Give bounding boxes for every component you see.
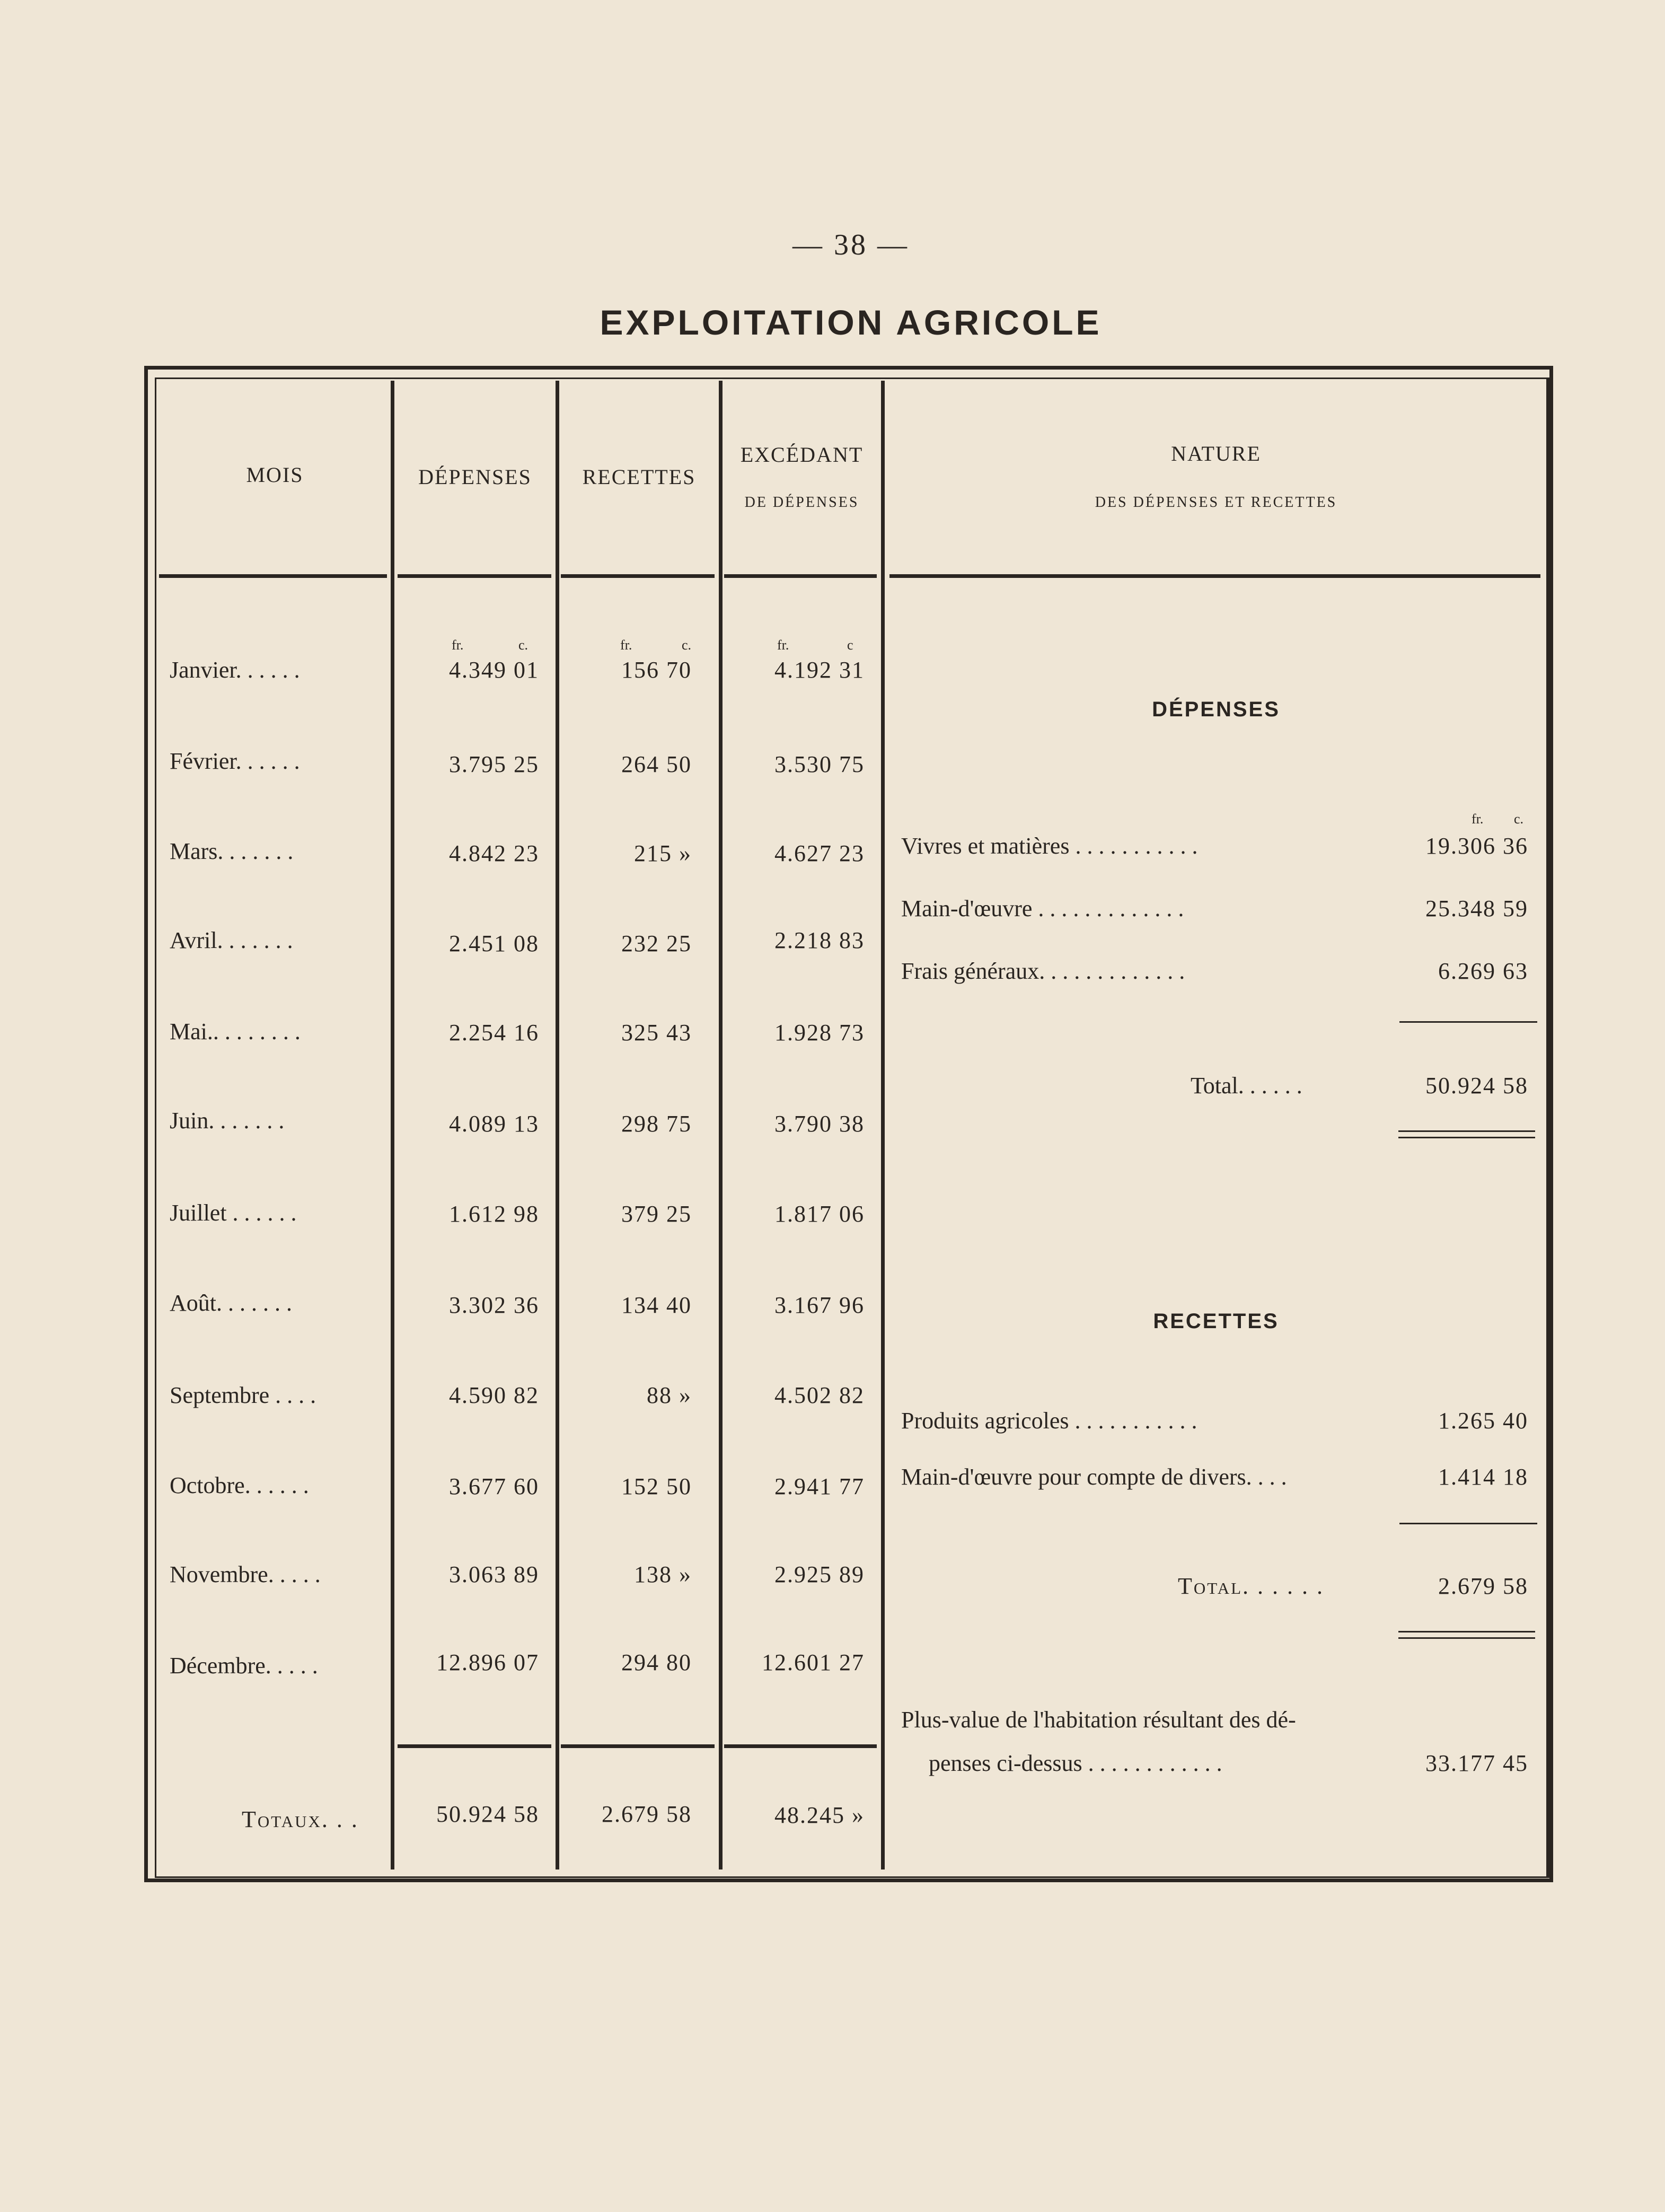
recette-item-value: 1.414 18: [1438, 1464, 1528, 1490]
totals-label: Totaux. . .: [242, 1806, 359, 1832]
depenses-value: 3.063 89: [449, 1561, 539, 1587]
header-depenses: DÉPENSES: [418, 465, 532, 489]
recettes-value: 325 43: [621, 1020, 692, 1046]
depenses-value: 3.677 60: [449, 1473, 539, 1499]
depense-item-value: 25.348 59: [1425, 896, 1528, 921]
recettes-value: 134 40: [621, 1292, 692, 1318]
recettes-value: 294 80: [621, 1649, 692, 1675]
recette-item-value: 1.265 40: [1438, 1408, 1528, 1434]
depense-item-label: Vivres et matières . . . . . . . . . . .: [901, 833, 1198, 859]
unit-fr: fr.: [777, 637, 789, 653]
depense-item-value: 19.306 36: [1425, 833, 1528, 859]
header-rule: [889, 574, 1540, 578]
depenses-value: 4.089 13: [449, 1111, 539, 1137]
header-rule: [159, 574, 387, 578]
unit-fr: fr.: [620, 637, 632, 653]
header-rule: [724, 574, 877, 578]
unit-fr: fr.: [452, 637, 464, 653]
header-nature: NATURE: [1171, 442, 1261, 466]
header-rule: [561, 574, 715, 578]
recettes-value: 138 »: [634, 1561, 692, 1587]
month-label: Mars. . . . . . .: [170, 838, 294, 864]
month-label: Septembre . . . .: [170, 1382, 316, 1408]
recettes-value: 232 25: [621, 931, 692, 956]
total-double-rule: [1398, 1130, 1535, 1132]
recettes-value: 264 50: [621, 751, 692, 777]
header-rule: [398, 574, 551, 578]
depenses-value: 12.896 07: [436, 1649, 539, 1675]
excedant-value: 4.502 82: [774, 1382, 865, 1408]
depense-item-value: 6.269 63: [1438, 958, 1528, 984]
excedant-value: 3.530 75: [774, 751, 865, 777]
month-label: Mai.. . . . . . . .: [170, 1019, 301, 1044]
depenses-value: 2.254 16: [449, 1020, 539, 1046]
excedant-value: 2.941 77: [774, 1473, 865, 1499]
recettes-value: 156 70: [621, 657, 692, 683]
depense-item-label: Frais généraux. . . . . . . . . . . . .: [901, 958, 1185, 984]
subtotal-rule: [1399, 1021, 1537, 1023]
depenses-value: 1.612 98: [449, 1201, 539, 1227]
recettes-value: 215 »: [634, 840, 692, 866]
excedant-value: 3.167 96: [774, 1292, 865, 1318]
depenses-value: 4.842 23: [449, 840, 539, 866]
depenses-value: 3.795 25: [449, 751, 539, 777]
excedant-value: 4.627 23: [774, 840, 865, 866]
recette-item-label: Produits agricoles . . . . . . . . . . .: [901, 1408, 1197, 1434]
unit-c: c: [847, 637, 853, 653]
header-excedant: EXCÉDANT: [740, 443, 864, 467]
month-label: Février. . . . . .: [170, 748, 300, 774]
recettes-value: 298 75: [621, 1111, 692, 1137]
header-recettes: RECETTES: [582, 465, 696, 489]
totals-rule: [724, 1744, 877, 1748]
subtotal-rule: [1399, 1523, 1537, 1524]
plus-value-value: 33.177 45: [1425, 1750, 1528, 1776]
column-divider: [556, 381, 559, 1869]
depenses-value: 2.451 08: [449, 931, 539, 956]
unit-fr: fr.: [1472, 811, 1484, 827]
depense-item-label: Main-d'œuvre . . . . . . . . . . . . .: [901, 896, 1184, 921]
total-double-rule: [1398, 1137, 1535, 1138]
unit-c: c.: [518, 637, 528, 653]
depenses-value: 3.302 36: [449, 1292, 539, 1318]
depenses-value: 4.590 82: [449, 1382, 539, 1408]
recettes-value: 88 »: [647, 1382, 692, 1408]
excedant-value: 12.601 27: [762, 1649, 865, 1675]
recettes-total: 2.679 58: [602, 1801, 692, 1827]
recette-item-label: Main-d'œuvre pour compte de divers. . . .: [901, 1464, 1287, 1490]
recettes-section-title: RECETTES: [1153, 1310, 1279, 1333]
depenses-value: 4.349 01: [449, 657, 539, 683]
excedant-value: 2.925 89: [774, 1561, 865, 1587]
depenses-total: 50.924 58: [436, 1801, 539, 1827]
plus-value-line-2: penses ci-dessus . . . . . . . . . . . .: [929, 1750, 1222, 1776]
total-double-rule: [1398, 1637, 1535, 1639]
depenses-total-label: Total. . . . . .: [1191, 1073, 1302, 1099]
page-title: EXPLOITATION AGRICOLE: [600, 303, 1102, 342]
month-label: Août. . . . . . .: [170, 1290, 292, 1316]
month-label: Juillet . . . . . .: [170, 1200, 297, 1226]
month-label: Janvier. . . . . .: [170, 657, 300, 683]
excedant-value: 1.817 06: [774, 1201, 865, 1227]
header-nature-sub: DES DÉPENSES ET RECETTES: [1095, 494, 1337, 511]
depenses-section-title: DÉPENSES: [1152, 698, 1280, 721]
plus-value-line-1: Plus-value de l'habitation résultant des dé-: [901, 1707, 1296, 1733]
header-mois: MOIS: [246, 463, 304, 487]
excedant-total: 48.245 »: [774, 1802, 865, 1828]
month-label: Novembre. . . . .: [170, 1561, 321, 1587]
unit-c: c.: [1514, 811, 1524, 827]
total-double-rule: [1398, 1631, 1535, 1632]
excedant-value: 2.218 83: [774, 927, 865, 953]
depenses-total-value: 50.924 58: [1425, 1073, 1528, 1099]
excedant-value: 1.928 73: [774, 1020, 865, 1046]
month-label: Avril. . . . . . .: [170, 927, 293, 953]
unit-c: c.: [682, 637, 692, 653]
recettes-value: 152 50: [621, 1473, 692, 1499]
month-label: Octobre. . . . . .: [170, 1472, 309, 1498]
header-excedant-sub: DE DÉPENSES: [744, 494, 859, 511]
column-divider: [391, 381, 394, 1869]
excedant-value: 4.192 31: [774, 657, 865, 683]
totals-rule: [561, 1744, 715, 1748]
recettes-value: 379 25: [621, 1201, 692, 1227]
excedant-value: 3.790 38: [774, 1111, 865, 1137]
recettes-total-label: Total. . . . . .: [1178, 1573, 1325, 1599]
month-label: Juin. . . . . . .: [170, 1108, 285, 1134]
column-divider: [881, 381, 885, 1869]
column-divider: [719, 381, 723, 1869]
month-label: Décembre. . . . .: [170, 1653, 318, 1679]
page-number: — 38 —: [792, 229, 909, 261]
totals-rule: [398, 1744, 551, 1748]
recettes-total-value: 2.679 58: [1438, 1573, 1528, 1599]
